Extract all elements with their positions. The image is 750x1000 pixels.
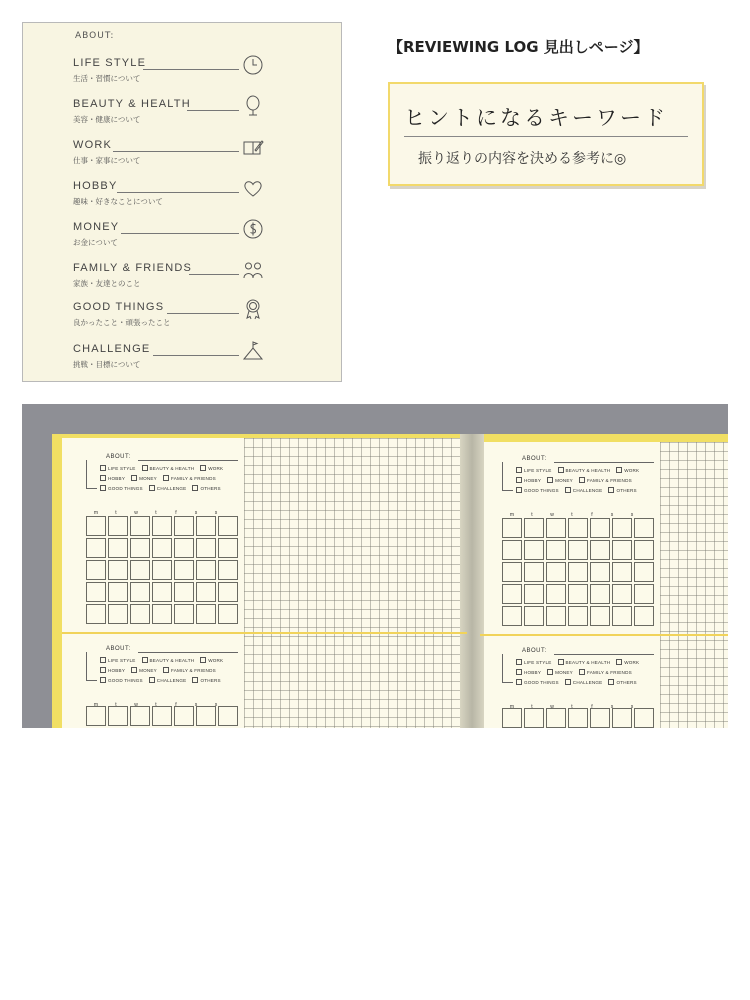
habit-cell	[152, 706, 172, 726]
page-heading: 【REVIEWING LOG 見出しページ】	[388, 38, 649, 56]
habit-cell	[218, 706, 238, 726]
habit-cell	[130, 516, 150, 536]
mini-about-line	[138, 652, 238, 653]
category-label: FAMILY & FRIENDS	[73, 262, 193, 274]
mini-checkbox-challenge[interactable]: CHALLENGE	[565, 680, 603, 685]
mini-checkbox-hobby[interactable]: HOBBY	[516, 478, 541, 483]
habit-cell	[174, 560, 194, 580]
weekday-label: t	[571, 704, 573, 710]
weekday-label: w	[134, 510, 138, 516]
habit-cell	[218, 516, 238, 536]
mini-checkbox-work[interactable]: WORK	[616, 660, 639, 665]
weekday-label: w	[550, 704, 554, 710]
mirror-icon	[241, 94, 265, 118]
habit-cell	[152, 582, 172, 602]
habit-cell	[108, 538, 128, 558]
habit-cell	[524, 518, 544, 538]
habit-cell	[86, 538, 106, 558]
weekday-label: s	[630, 704, 634, 710]
mini-checkbox-money[interactable]: MONEY	[547, 478, 573, 483]
mini-checkbox-hobby[interactable]: HOBBY	[516, 670, 541, 675]
category-beauty-health	[73, 98, 323, 136]
mini-checkbox-row	[100, 657, 229, 663]
mini-checkbox-hobby[interactable]: HOBBY	[100, 476, 125, 481]
mini-checkbox-good-things[interactable]: GOOD THINGS	[516, 488, 559, 493]
habit-cell	[130, 582, 150, 602]
heart-icon	[241, 176, 265, 200]
mini-checkbox-lifestyle[interactable]: LIFE STYLE	[516, 660, 552, 665]
category-description: お金について	[73, 238, 118, 247]
mini-checkbox-beauty[interactable]: BEAUTY & HEALTH	[142, 466, 195, 471]
mini-about-title: ABOUT:	[522, 648, 547, 654]
habit-cell	[502, 584, 522, 604]
category-underline	[189, 274, 239, 275]
habit-cell	[546, 562, 566, 582]
mini-checkbox-challenge[interactable]: CHALLENGE	[565, 488, 603, 493]
mini-about-line	[554, 654, 654, 655]
category-label: WORK	[73, 139, 113, 151]
habit-cell	[86, 560, 106, 580]
weekday-label: t	[531, 704, 533, 710]
habit-cell	[108, 706, 128, 726]
category-underline	[117, 192, 239, 193]
habit-table	[86, 516, 240, 628]
category-underline	[153, 355, 239, 356]
weekday-label: f	[175, 702, 177, 708]
habit-cell	[152, 538, 172, 558]
notebook-pen-icon	[241, 135, 265, 159]
hint-divider	[404, 136, 688, 137]
about-title: ABOUT:	[75, 31, 115, 41]
habit-cell	[86, 582, 106, 602]
habit-cell	[524, 584, 544, 604]
habit-cell	[130, 560, 150, 580]
weekday-label: f	[175, 510, 177, 516]
mini-checkbox-row	[516, 659, 645, 665]
weekday-label: w	[134, 702, 138, 708]
habit-cell	[196, 604, 216, 624]
category-description: 挑戦・目標について	[73, 360, 141, 369]
category-label: HOBBY	[73, 180, 118, 192]
mini-checkbox-beauty[interactable]: BEAUTY & HEALTH	[142, 658, 195, 663]
category-challenge	[73, 343, 323, 381]
habit-cell	[568, 708, 588, 728]
habit-cell	[590, 606, 610, 626]
habit-cell	[568, 606, 588, 626]
coin-icon	[241, 217, 265, 241]
habit-cell	[612, 708, 632, 728]
category-good-things	[73, 301, 323, 339]
habit-cell	[546, 708, 566, 728]
habit-cell	[196, 706, 216, 726]
weekday-label: s	[610, 512, 614, 518]
mini-checkbox-family[interactable]: FAMILY & FRIENDS	[579, 670, 632, 675]
habit-cell	[196, 560, 216, 580]
left-grid-area	[244, 438, 467, 728]
habit-cell	[568, 584, 588, 604]
mini-about-title: ABOUT:	[106, 646, 131, 652]
category-label: LIFE STYLE	[73, 57, 147, 69]
mini-checkbox-row	[516, 679, 643, 685]
mini-checkbox-family[interactable]: FAMILY & FRIENDS	[163, 476, 216, 481]
weekday-label: s	[214, 702, 218, 708]
habit-cell	[218, 582, 238, 602]
habit-cell	[634, 562, 654, 582]
weekday-label: f	[591, 512, 593, 518]
habit-cell	[86, 516, 106, 536]
habit-cell	[130, 538, 150, 558]
habit-cell	[108, 582, 128, 602]
habit-cell	[174, 538, 194, 558]
mini-about-block	[500, 646, 660, 716]
mini-bracket	[502, 654, 513, 683]
habit-cell	[524, 540, 544, 560]
habit-cell	[218, 538, 238, 558]
habit-cell	[634, 708, 654, 728]
weekday-label: t	[115, 702, 117, 708]
habit-table	[502, 708, 656, 728]
weekday-label: s	[194, 510, 198, 516]
habit-cell	[546, 584, 566, 604]
mini-bracket	[86, 460, 97, 489]
mini-checkbox-row	[516, 477, 638, 483]
mini-checkbox-good-things[interactable]: GOOD THINGS	[516, 680, 559, 685]
category-description: 生活・習慣について	[73, 74, 141, 83]
habit-cell	[108, 516, 128, 536]
habit-cell	[568, 562, 588, 582]
weekday-label: t	[531, 512, 533, 518]
weekday-label: f	[591, 704, 593, 710]
habit-cell	[196, 516, 216, 536]
habit-cell	[108, 560, 128, 580]
habit-cell	[568, 540, 588, 560]
category-description: 仕事・家事について	[73, 156, 141, 165]
weekday-label: t	[155, 510, 157, 516]
category-description: 趣味・好きなことについて	[73, 197, 163, 206]
weekday-label: m	[509, 512, 515, 518]
habit-cell	[634, 540, 654, 560]
mini-about-line	[138, 460, 238, 461]
mini-bracket	[86, 652, 97, 681]
category-label: CHALLENGE	[73, 343, 151, 355]
habit-table	[86, 706, 240, 728]
habit-cell	[634, 606, 654, 626]
mini-checkbox-work[interactable]: WORK	[200, 658, 223, 663]
habit-cell	[502, 540, 522, 560]
mini-checkbox-hobby[interactable]: HOBBY	[100, 668, 125, 673]
habit-cell	[86, 604, 106, 624]
category-family-friends	[73, 262, 323, 300]
habit-cell	[612, 562, 632, 582]
habit-cell	[174, 582, 194, 602]
habit-cell	[612, 518, 632, 538]
habit-cell	[174, 516, 194, 536]
mini-about-block	[84, 452, 244, 522]
category-underline	[167, 313, 239, 314]
category-description: 美容・健康について	[73, 115, 141, 124]
weekday-label: m	[93, 510, 99, 516]
habit-cell	[152, 560, 172, 580]
mini-checkbox-money[interactable]: MONEY	[547, 670, 573, 675]
mini-checkbox-row	[100, 465, 229, 471]
weekday-label: s	[214, 510, 218, 516]
category-description: 家族・友達とのこと	[73, 279, 141, 288]
mini-checkbox-others[interactable]: OTHERS	[192, 678, 220, 683]
notebook-photo	[22, 404, 728, 728]
habit-cell	[524, 606, 544, 626]
mini-checkbox-family[interactable]: FAMILY & FRIENDS	[163, 668, 216, 673]
hint-keyword-box	[388, 82, 704, 186]
category-label: MONEY	[73, 221, 120, 233]
mini-checkbox-money[interactable]: MONEY	[131, 476, 157, 481]
habit-cell	[152, 516, 172, 536]
habit-cell	[196, 582, 216, 602]
mini-checkbox-row	[100, 677, 227, 683]
medal-icon	[241, 297, 265, 321]
mini-checkbox-others[interactable]: OTHERS	[192, 486, 220, 491]
mini-checkbox-row	[100, 485, 227, 491]
mini-about-title: ABOUT:	[106, 454, 131, 460]
weekday-label: m	[93, 702, 99, 708]
mini-checkbox-others[interactable]: OTHERS	[608, 680, 636, 685]
habit-cell	[590, 540, 610, 560]
gutter-shadow	[460, 434, 484, 728]
category-description: 良かったこと・頑張ったこと	[73, 318, 171, 327]
weekday-label: t	[571, 512, 573, 518]
habit-cell	[612, 584, 632, 604]
mini-checkbox-challenge[interactable]: CHALLENGE	[149, 486, 187, 491]
mini-about-line	[554, 462, 654, 463]
habit-cell	[174, 604, 194, 624]
habit-cell	[546, 540, 566, 560]
right-grid-area	[660, 442, 728, 728]
weekday-label: s	[630, 512, 634, 518]
category-underline	[143, 69, 239, 70]
mini-about-block	[500, 454, 660, 524]
habit-table	[502, 518, 656, 630]
mini-checkbox-row	[516, 467, 645, 473]
mini-about-title: ABOUT:	[522, 456, 547, 462]
mini-checkbox-lifestyle[interactable]: LIFE STYLE	[100, 466, 136, 471]
habit-cell	[86, 706, 106, 726]
mountain-flag-icon	[241, 339, 265, 363]
habit-cell	[546, 518, 566, 538]
category-label: GOOD THINGS	[73, 301, 165, 313]
weekday-label: m	[509, 704, 515, 710]
habit-cell	[524, 562, 544, 582]
habit-cell	[130, 604, 150, 624]
category-hobby	[73, 180, 323, 218]
habit-cell	[590, 584, 610, 604]
habit-cell	[130, 706, 150, 726]
habit-cell	[174, 706, 194, 726]
mini-checkbox-row	[516, 669, 638, 675]
habit-cell	[590, 708, 610, 728]
clock-icon	[241, 53, 265, 77]
category-underline	[113, 151, 239, 152]
habit-cell	[634, 518, 654, 538]
habit-cell	[634, 584, 654, 604]
mini-checkbox-money[interactable]: MONEY	[131, 668, 157, 673]
habit-cell	[502, 606, 522, 626]
habit-cell	[218, 560, 238, 580]
weekday-label: s	[610, 704, 614, 710]
hint-subtitle: 振り返りの内容を決める参考に◎	[418, 151, 627, 167]
page-divider-stripe	[62, 632, 467, 634]
habit-cell	[590, 518, 610, 538]
weekday-label: w	[550, 512, 554, 518]
habit-cell	[612, 606, 632, 626]
mini-checkbox-row	[516, 487, 643, 493]
mini-checkbox-lifestyle[interactable]: LIFE STYLE	[100, 658, 136, 663]
mini-checkbox-good-things[interactable]: GOOD THINGS	[100, 486, 143, 491]
mini-about-block	[84, 644, 244, 714]
mini-checkbox-beauty[interactable]: BEAUTY & HEALTH	[558, 660, 611, 665]
habit-cell	[218, 604, 238, 624]
habit-cell	[590, 562, 610, 582]
mini-checkbox-challenge[interactable]: CHALLENGE	[149, 678, 187, 683]
mini-checkbox-work[interactable]: WORK	[616, 468, 639, 473]
category-label: BEAUTY & HEALTH	[73, 98, 191, 110]
category-work	[73, 139, 323, 177]
habit-cell	[524, 708, 544, 728]
weekday-label: s	[194, 702, 198, 708]
people-icon	[241, 258, 265, 282]
mini-checkbox-beauty[interactable]: BEAUTY & HEALTH	[558, 468, 611, 473]
mini-checkbox-row	[100, 667, 222, 673]
habit-cell	[502, 518, 522, 538]
habit-cell	[108, 604, 128, 624]
habit-cell	[196, 538, 216, 558]
category-underline	[187, 110, 239, 111]
mini-checkbox-family[interactable]: FAMILY & FRIENDS	[579, 478, 632, 483]
category-life-style	[73, 57, 323, 95]
mini-checkbox-row	[100, 475, 222, 481]
mini-checkbox-good-things[interactable]: GOOD THINGS	[100, 678, 143, 683]
mini-checkbox-lifestyle[interactable]: LIFE STYLE	[516, 468, 552, 473]
habit-cell	[546, 606, 566, 626]
hint-title: ヒントになるキーワード	[404, 106, 668, 130]
weekday-label: t	[115, 510, 117, 516]
habit-cell	[502, 708, 522, 728]
category-underline	[121, 233, 239, 234]
habit-cell	[612, 540, 632, 560]
page-divider-stripe	[480, 634, 728, 636]
habit-cell	[152, 604, 172, 624]
mini-bracket	[502, 462, 513, 491]
mini-checkbox-work[interactable]: WORK	[200, 466, 223, 471]
habit-cell	[502, 562, 522, 582]
habit-cell	[568, 518, 588, 538]
weekday-label: t	[155, 702, 157, 708]
about-panel	[22, 22, 342, 382]
mini-checkbox-others[interactable]: OTHERS	[608, 488, 636, 493]
category-money	[73, 221, 323, 259]
